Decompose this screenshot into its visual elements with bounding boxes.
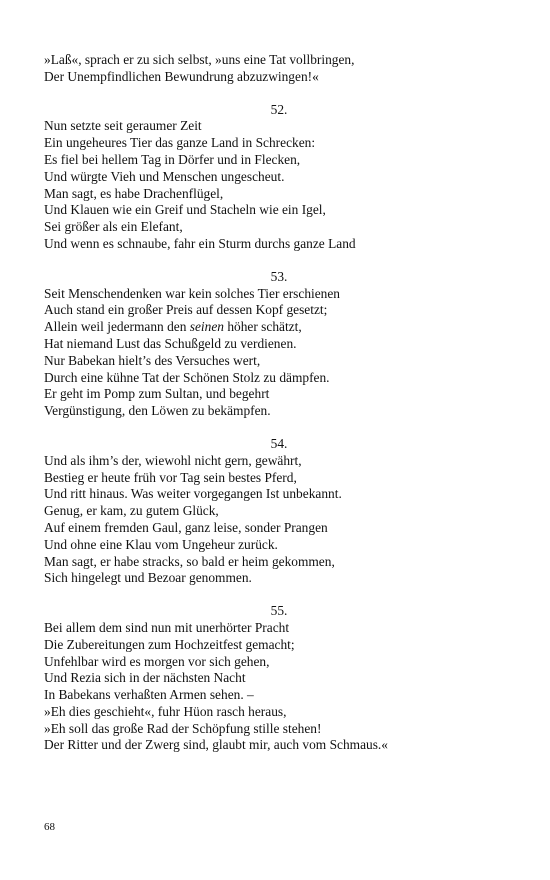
verse-line: Ein ungeheures Tier das ganze Land in Schrecken: xyxy=(44,135,316,151)
verse-line: »Eh dies geschieht«, fuhr Hüon rasch heraus, xyxy=(44,703,287,719)
verse-line: Und ohne eine Klau vom Ungeheur zurück. xyxy=(44,536,278,552)
verse-line: Er geht im Pomp zum Sultan, und begehrt xyxy=(44,386,270,402)
verse-line: Bestieg er heute früh vor Tag sein bestes Pferd, xyxy=(44,469,297,485)
verse-line: Auf einem fremden Gaul, ganz leise, sonder Prangen xyxy=(44,519,328,535)
verse-line: In Babekans verhaßten Armen sehen. – xyxy=(44,687,254,703)
page-number: 68 xyxy=(44,821,55,833)
verse-line: Der Ritter und der Zwerg sind, glaubt mir, auch vom Schmaus.« xyxy=(44,737,388,753)
verse-line: Man sagt, er habe stracks, so bald er heim gekommen, xyxy=(44,553,335,569)
verse-line: Durch eine kühne Tat der Schönen Stolz zu dämpfen. xyxy=(44,369,330,385)
verse-line: Man sagt, es habe Drachenflügel, xyxy=(44,185,224,201)
stanza-number: 55. xyxy=(270,603,288,619)
verse-line-part: Allein weil jedermann den xyxy=(44,319,190,335)
verse-line: »Laß«, sprach er zu sich selbst, »uns eine Tat vollbringen, xyxy=(44,52,355,67)
verse-line: Genug, er kam, zu gutem Glück, xyxy=(44,503,219,519)
stanza-number: 53. xyxy=(270,268,288,284)
stanza-number: 52. xyxy=(270,101,288,117)
verse-line: Und Rezia sich in der nächsten Nacht xyxy=(44,670,246,686)
verse-line: Die Zubereitungen zum Hochzeitfest gemacht; xyxy=(44,636,295,652)
verse-line: Unfehlbar wird es morgen vor sich gehen, xyxy=(44,653,270,669)
stanza-number: 54. xyxy=(270,435,288,451)
verse-line: Und Klauen wie ein Greif und Stacheln wie ein Igel, xyxy=(44,202,326,218)
verse-line: Hat niemand Lust das Schußgeld zu verdienen. xyxy=(44,335,297,351)
verse-line: Sich hingelegt und Bezoar genommen. xyxy=(44,570,252,586)
verse-line: Auch stand ein großer Preis auf dessen Kopf gesetzt; xyxy=(44,302,328,318)
verse-line xyxy=(44,319,514,336)
verse-line-part: höher schätzt, xyxy=(223,319,302,335)
stanza-54 xyxy=(44,436,514,587)
stanza-52 xyxy=(44,102,514,253)
verse-line: Der Unempfindlichen Bewundrung abzuzwingen!« xyxy=(44,68,319,84)
verse-line: Nun setzte seit geraumer Zeit xyxy=(44,118,202,134)
stanza-53 xyxy=(44,269,514,420)
verse-line: Sei größer als ein Elefant, xyxy=(44,219,183,235)
verse-line: »Eh soll das große Rad der Schöpfung stille stehen! xyxy=(44,720,322,736)
verse-line: Und würgte Vieh und Menschen ungescheut. xyxy=(44,168,285,184)
verse-line: Vergünstigung, den Löwen zu bekämpfen. xyxy=(44,403,271,419)
stanza-55 xyxy=(44,603,514,754)
verse-line: Und als ihm’s der, wiewohl nicht gern, gewährt, xyxy=(44,452,302,468)
verse-line: Es fiel bei hellem Tag in Dörfer und in Flecken, xyxy=(44,151,301,167)
verse-line: Und wenn es schnaube, fahr ein Sturm durchs ganze Land xyxy=(44,235,356,251)
verse-line: Und ritt hinaus. Was weiter vorgegangen Ist unbekannt. xyxy=(44,486,342,502)
italic-word: seinen xyxy=(189,319,224,335)
verse-line: Seit Menschendenken war kein solches Tier erschienen xyxy=(44,285,341,301)
verse-line: Nur Babekan hielt’s des Versuches wert, xyxy=(44,352,261,368)
verse-line: Bei allem dem sind nun mit unerhörter Pracht xyxy=(44,619,290,635)
book-page-text xyxy=(44,52,514,770)
intro-lines xyxy=(44,52,514,86)
